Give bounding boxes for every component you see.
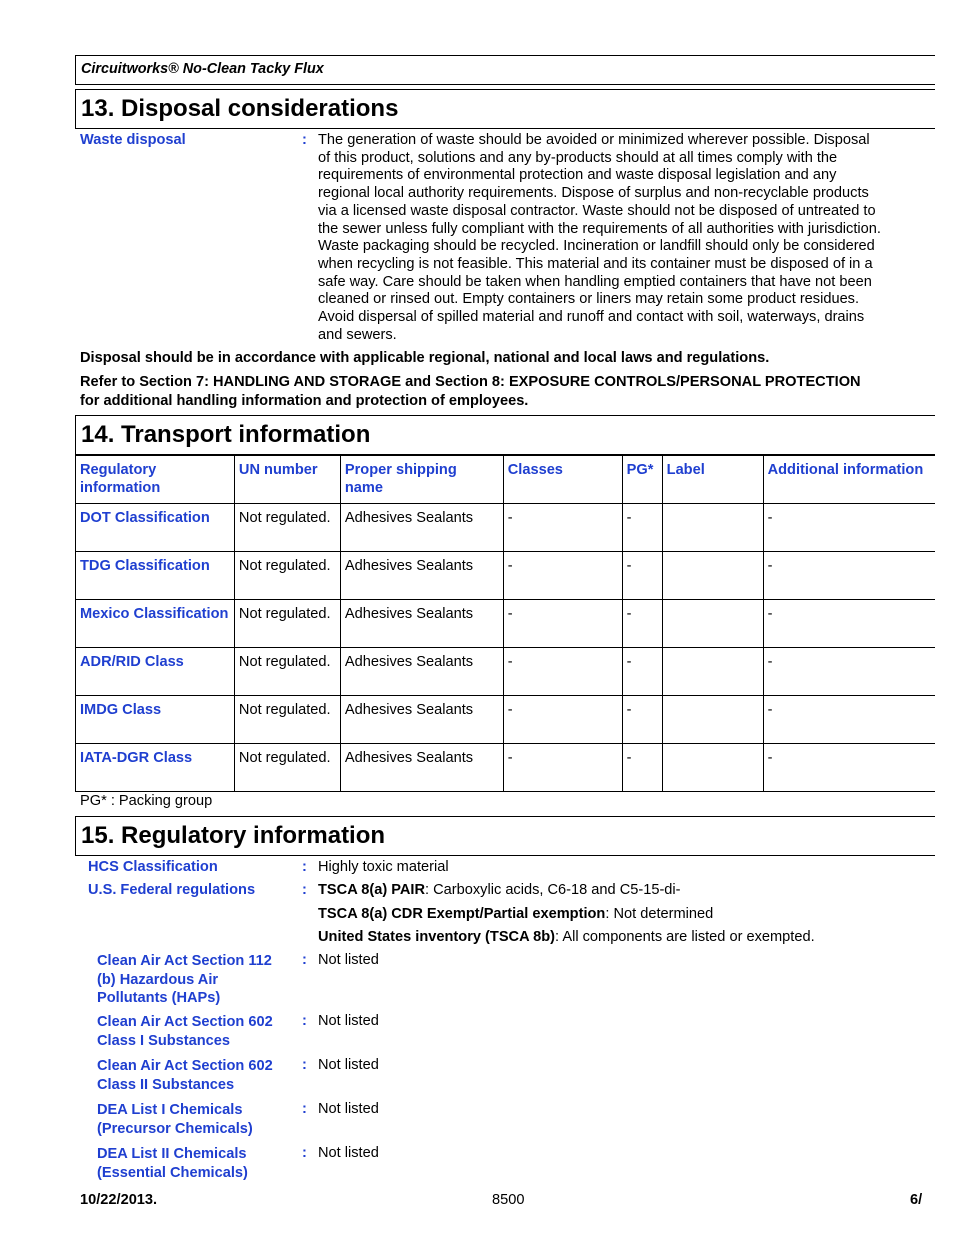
- tsca-pair-value: : Carboxylic acids, C6-18 and C5-15-di-: [425, 882, 681, 898]
- section-15-header: [75, 816, 935, 856]
- footer-page: 6/: [910, 1192, 923, 1208]
- caa-602-class2-colon: :: [302, 1057, 307, 1073]
- col-header: Proper shipping name: [340, 456, 503, 504]
- refer-note-line: Refer to Section 7: HANDLING AND STORAGE and Section 8: EXPOSURE CONTROLS/PERSONAL PROTECTION: [80, 374, 861, 390]
- shipping-name-cell: Adhesives Sealants: [340, 648, 503, 696]
- additional-cell: -: [763, 648, 935, 696]
- additional-cell: -: [763, 552, 935, 600]
- section-14-title: 14. Transport information: [81, 421, 371, 448]
- classes-cell: -: [503, 552, 622, 600]
- row-label: Mexico Classification: [76, 600, 235, 648]
- section-14-header: [75, 415, 935, 455]
- classes-cell: -: [503, 696, 622, 744]
- col-header: Label: [662, 456, 763, 504]
- un-number-cell: Not regulated.: [234, 696, 340, 744]
- additional-cell: -: [763, 696, 935, 744]
- hcs-colon: :: [302, 859, 307, 875]
- un-number-cell: Not regulated.: [234, 600, 340, 648]
- us-federal-label: U.S. Federal regulations: [88, 882, 256, 898]
- pg-cell: -: [622, 600, 662, 648]
- dea-list1-colon: :: [302, 1101, 307, 1117]
- additional-cell: -: [763, 744, 935, 792]
- label-line: (b) Hazardous Air: [97, 971, 219, 988]
- waste-disposal-text: [318, 132, 928, 344]
- footer-code: 8500: [492, 1192, 525, 1208]
- section-13-title: 13. Disposal considerations: [81, 95, 399, 122]
- label-line: Class I Substances: [97, 1032, 231, 1049]
- footer-date: 10/22/2013.: [80, 1192, 158, 1208]
- waste-line: when recycling is not feasible. This material and its container must be disposed of in a: [318, 255, 873, 272]
- shipping-name-cell: Adhesives Sealants: [340, 696, 503, 744]
- table-row: [76, 600, 936, 648]
- pg-cell: -: [622, 648, 662, 696]
- col-header: Additional information: [763, 456, 935, 504]
- label-line: (Precursor Chemicals): [97, 1120, 253, 1137]
- shipping-name-cell: Adhesives Sealants: [340, 744, 503, 792]
- label-line: Class II Substances: [97, 1076, 235, 1093]
- product-name: Circuitworks® No-Clean Tacky Flux: [81, 61, 324, 77]
- tsca-pair-label: TSCA 8(a) PAIR: [318, 882, 426, 898]
- caa-602-class1-label: [97, 1013, 273, 1050]
- col-header: Regulatory information: [76, 456, 235, 504]
- col-header: UN number: [234, 456, 340, 504]
- waste-line: regional local authority requirements. Dispose of surplus and non-recyclable products: [318, 185, 869, 202]
- label-cell: [662, 600, 763, 648]
- pg-cell: -: [622, 696, 662, 744]
- tsca-cdr-label: TSCA 8(a) CDR Exempt/Partial exemption: [318, 906, 606, 922]
- label-line: Clean Air Act Section 602: [97, 1014, 273, 1030]
- refer-note: [80, 373, 861, 411]
- table-header-row: [76, 456, 936, 504]
- label-cell: [662, 648, 763, 696]
- table-row: [76, 504, 936, 552]
- col-header: PG*: [622, 456, 662, 504]
- caa-602-class1-colon: :: [302, 1013, 307, 1029]
- label-cell: [662, 744, 763, 792]
- caa-602-class2-label: [97, 1057, 273, 1094]
- un-number-cell: Not regulated.: [234, 552, 340, 600]
- waste-line: and sewers.: [318, 326, 397, 343]
- tsca-cdr-value: : Not determined: [605, 906, 714, 922]
- un-number-cell: Not regulated.: [234, 648, 340, 696]
- col-header: Classes: [503, 456, 622, 504]
- waste-line: via a licensed waste disposal contractor. Waste should not be disposed of untreated to: [318, 202, 876, 219]
- section-15-title: 15. Regulatory information: [81, 822, 386, 849]
- label-cell: [662, 552, 763, 600]
- section-13-header: [75, 89, 935, 129]
- refer-note-line: for additional handling information and protection of employees.: [80, 393, 529, 409]
- label-line: Clean Air Act Section 602: [97, 1058, 273, 1074]
- classes-cell: -: [503, 600, 622, 648]
- dea-list1-value: Not listed: [318, 1101, 379, 1117]
- product-header: [75, 55, 935, 85]
- label-cell: [662, 696, 763, 744]
- waste-line: Waste packaging should be recycled. Incineration or landfill should only be considered: [318, 238, 875, 255]
- dea-list2-label: [97, 1145, 248, 1182]
- shipping-name-cell: Adhesives Sealants: [340, 552, 503, 600]
- row-label: TDG Classification: [76, 552, 235, 600]
- pg-cell: -: [622, 552, 662, 600]
- un-number-cell: Not regulated.: [234, 744, 340, 792]
- additional-cell: -: [763, 504, 935, 552]
- hcs-classification-label: HCS Classification: [88, 859, 218, 875]
- waste-line: requirements of environmental protection and waste disposal legislation and any: [318, 167, 837, 184]
- tsca-cdr: [318, 906, 713, 922]
- disposal-note: Disposal should be in accordance with applicable regional, national and local laws and regulations.: [80, 350, 770, 366]
- shipping-name-cell: Adhesives Sealants: [340, 600, 503, 648]
- label-line: (Essential Chemicals): [97, 1164, 248, 1181]
- label-cell: [662, 504, 763, 552]
- caa-112-value: Not listed: [318, 952, 379, 968]
- tsca-pair: [318, 882, 681, 898]
- dea-list2-colon: :: [302, 1145, 307, 1161]
- waste-disposal-colon: :: [302, 132, 307, 148]
- caa-112-label: [97, 952, 272, 1008]
- additional-cell: -: [763, 600, 935, 648]
- packing-group-footnote: PG* : Packing group: [80, 793, 213, 809]
- row-label: IATA-DGR Class: [76, 744, 235, 792]
- un-number-cell: Not regulated.: [234, 504, 340, 552]
- label-line: DEA List I Chemicals: [97, 1102, 243, 1118]
- waste-disposal-label: Waste disposal: [80, 132, 186, 148]
- table-row: [76, 552, 936, 600]
- dea-list1-label: [97, 1101, 253, 1138]
- row-label: IMDG Class: [76, 696, 235, 744]
- us-inventory-label: United States inventory (TSCA 8b): [318, 929, 556, 945]
- row-label: ADR/RID Class: [76, 648, 235, 696]
- label-line: Pollutants (HAPs): [97, 990, 221, 1006]
- table-row: [76, 648, 936, 696]
- shipping-name-cell: Adhesives Sealants: [340, 504, 503, 552]
- transport-table: [75, 455, 935, 792]
- caa-602-class1-value: Not listed: [318, 1013, 379, 1029]
- caa-602-class2-value: Not listed: [318, 1057, 379, 1073]
- us-inventory-value: : All components are listed or exempted.: [555, 929, 815, 945]
- pg-cell: -: [622, 744, 662, 792]
- classes-cell: -: [503, 504, 622, 552]
- table-row: [76, 744, 936, 792]
- label-line: DEA List II Chemicals: [97, 1146, 247, 1162]
- federal-colon: :: [302, 882, 307, 898]
- pg-cell: -: [622, 504, 662, 552]
- waste-line: The generation of waste should be avoided or minimized wherever possible. Disposal: [318, 132, 870, 148]
- row-label: DOT Classification: [76, 504, 235, 552]
- classes-cell: -: [503, 744, 622, 792]
- hcs-classification-value: Highly toxic material: [318, 859, 449, 875]
- us-inventory: [318, 929, 815, 945]
- waste-line: safe way. Care should be taken when handling emptied containers that have not been: [318, 273, 872, 290]
- waste-line: of this product, solutions and any by-products should at all times comply with the: [318, 149, 838, 166]
- table-row: [76, 696, 936, 744]
- classes-cell: -: [503, 648, 622, 696]
- waste-line: cleaned or rinsed out. Empty containers or liners may retain some product residues.: [318, 291, 860, 308]
- dea-list2-value: Not listed: [318, 1145, 379, 1161]
- caa-112-colon: :: [302, 952, 307, 968]
- waste-line: the sewer unless fully compliant with the requirements of all authorities with jurisdiction.: [318, 220, 881, 237]
- waste-line: Avoid dispersal of spilled material and runoff and contact with soil, waterways, drains: [318, 309, 865, 326]
- label-line: Clean Air Act Section 112: [97, 953, 272, 969]
